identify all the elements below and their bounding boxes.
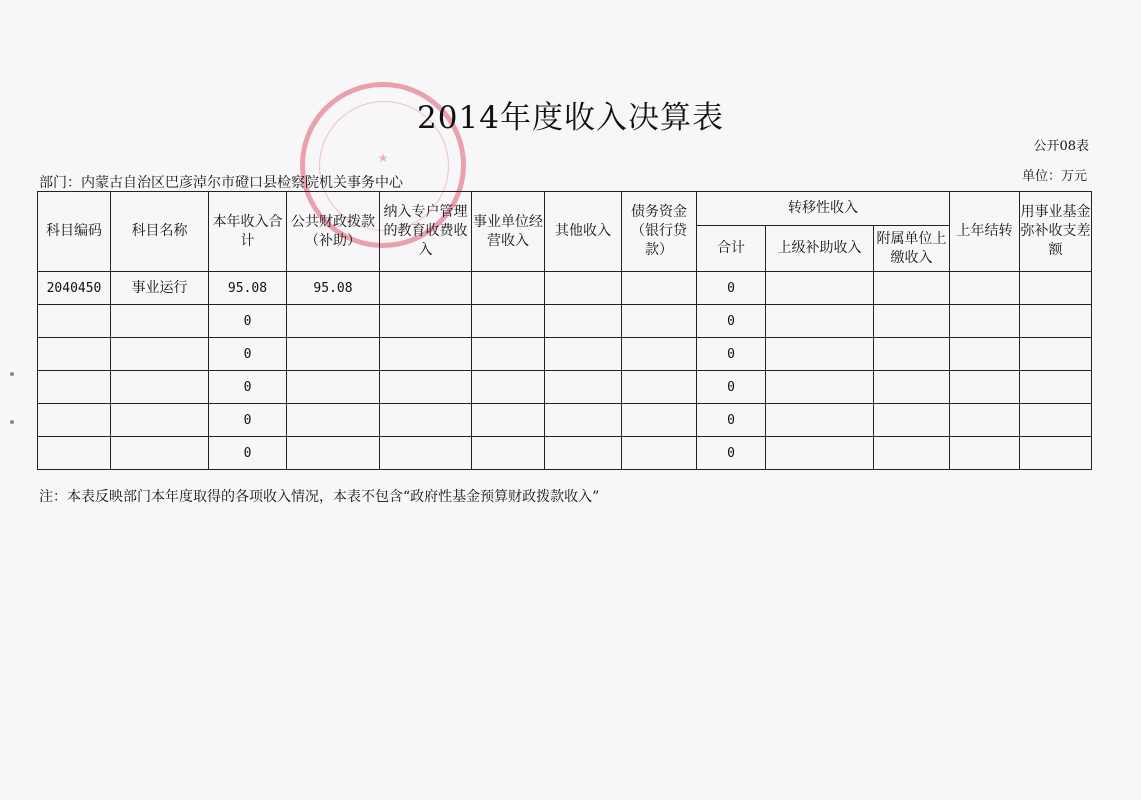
header-public-finance: 公共财政拨款（补助） bbox=[287, 192, 380, 272]
header-debt: 债务资金（银行贷款） bbox=[622, 192, 697, 272]
cell-fund-balance bbox=[1020, 437, 1092, 470]
header-carryover: 上年结转 bbox=[950, 192, 1020, 272]
cell-fund-balance bbox=[1020, 371, 1092, 404]
cell-code bbox=[38, 338, 111, 371]
cell-superior-subsidy bbox=[766, 305, 874, 338]
header-other: 其他收入 bbox=[545, 192, 622, 272]
cell-public-finance bbox=[287, 305, 380, 338]
cell-code: 2040450 bbox=[38, 272, 111, 305]
form-number: 公开08表 bbox=[1033, 139, 1089, 154]
cell-transfer-total: 0 bbox=[697, 437, 766, 470]
cell-other bbox=[545, 305, 622, 338]
header-superior-subsidy: 上级补助收入 bbox=[766, 226, 874, 272]
footnote: 注：本表反映部门本年度取得的各项收入情况，本表不包含“政府性基金预算财政拨款收入” bbox=[39, 489, 600, 505]
seal-star-icon: ★ bbox=[377, 151, 389, 165]
cell-education bbox=[380, 272, 472, 305]
cell-business-unit bbox=[472, 305, 545, 338]
cell-affiliated-unit bbox=[874, 305, 950, 338]
cell-name bbox=[111, 305, 209, 338]
cell-total: 95.08 bbox=[209, 272, 287, 305]
cell-carryover bbox=[950, 338, 1020, 371]
header-code: 科目编码 bbox=[38, 192, 111, 272]
cell-transfer-total: 0 bbox=[697, 404, 766, 437]
cell-debt bbox=[622, 272, 697, 305]
cell-code bbox=[38, 437, 111, 470]
cell-code bbox=[38, 404, 111, 437]
cell-debt bbox=[622, 404, 697, 437]
cell-fund-balance bbox=[1020, 305, 1092, 338]
cell-public-finance bbox=[287, 338, 380, 371]
cell-business-unit bbox=[472, 437, 545, 470]
cell-name bbox=[111, 437, 209, 470]
cell-name bbox=[111, 371, 209, 404]
cell-debt bbox=[622, 437, 697, 470]
cell-public-finance bbox=[287, 404, 380, 437]
cell-business-unit bbox=[472, 272, 545, 305]
cell-business-unit bbox=[472, 338, 545, 371]
page-title: 2014年度收入决算表 bbox=[417, 100, 724, 136]
cell-affiliated-unit bbox=[874, 338, 950, 371]
header-education: 纳入专户管理的教育收费收入 bbox=[380, 192, 472, 272]
cell-education bbox=[380, 305, 472, 338]
unit-label: 单位：万元 bbox=[1021, 169, 1087, 184]
cell-code bbox=[38, 305, 111, 338]
cell-superior-subsidy bbox=[766, 404, 874, 437]
cell-carryover bbox=[950, 371, 1020, 404]
cell-business-unit bbox=[472, 371, 545, 404]
table-row bbox=[38, 305, 1092, 338]
cell-education bbox=[380, 404, 472, 437]
cell-affiliated-unit bbox=[874, 437, 950, 470]
cell-public-finance bbox=[287, 437, 380, 470]
cell-name bbox=[111, 338, 209, 371]
table-row bbox=[38, 404, 1092, 437]
cell-total: 0 bbox=[209, 338, 287, 371]
cell-debt bbox=[622, 338, 697, 371]
table-row bbox=[38, 371, 1092, 404]
cell-transfer-total: 0 bbox=[697, 305, 766, 338]
table-row bbox=[38, 338, 1092, 371]
cell-other bbox=[545, 338, 622, 371]
cell-affiliated-unit bbox=[874, 404, 950, 437]
cell-total: 0 bbox=[209, 371, 287, 404]
header-business-unit: 事业单位经营收入 bbox=[472, 192, 545, 272]
header-name: 科目名称 bbox=[111, 192, 209, 272]
cell-carryover bbox=[950, 437, 1020, 470]
cell-debt bbox=[622, 371, 697, 404]
cell-affiliated-unit bbox=[874, 371, 950, 404]
cell-name bbox=[111, 404, 209, 437]
header-affiliated-unit: 附属单位上缴收入 bbox=[874, 226, 950, 272]
header-fund-balance: 用事业基金弥补收支差额 bbox=[1020, 192, 1092, 272]
cell-other bbox=[545, 404, 622, 437]
cell-public-finance bbox=[287, 371, 380, 404]
cell-affiliated-unit bbox=[874, 272, 950, 305]
cell-education bbox=[380, 371, 472, 404]
cell-superior-subsidy bbox=[766, 437, 874, 470]
income-table bbox=[37, 191, 1092, 470]
cell-carryover bbox=[950, 272, 1020, 305]
scan-speck bbox=[10, 372, 14, 376]
cell-total: 0 bbox=[209, 404, 287, 437]
cell-fund-balance bbox=[1020, 272, 1092, 305]
header-transfer: 转移性收入 bbox=[697, 192, 950, 226]
header-total: 本年收入合计 bbox=[209, 192, 287, 272]
cell-public-finance: 95.08 bbox=[287, 272, 380, 305]
header-transfer-total: 合计 bbox=[697, 226, 766, 272]
cell-superior-subsidy bbox=[766, 272, 874, 305]
cell-carryover bbox=[950, 404, 1020, 437]
cell-total: 0 bbox=[209, 305, 287, 338]
cell-fund-balance bbox=[1020, 404, 1092, 437]
cell-business-unit bbox=[472, 404, 545, 437]
cell-other bbox=[545, 371, 622, 404]
scan-speck bbox=[10, 420, 14, 424]
cell-code bbox=[38, 371, 111, 404]
cell-superior-subsidy bbox=[766, 371, 874, 404]
cell-name: 事业运行 bbox=[111, 272, 209, 305]
cell-transfer-total: 0 bbox=[697, 371, 766, 404]
cell-transfer-total: 0 bbox=[697, 272, 766, 305]
cell-other bbox=[545, 272, 622, 305]
cell-education bbox=[380, 437, 472, 470]
cell-total: 0 bbox=[209, 437, 287, 470]
table-row bbox=[38, 272, 1092, 305]
cell-transfer-total: 0 bbox=[697, 338, 766, 371]
cell-other bbox=[545, 437, 622, 470]
cell-debt bbox=[622, 305, 697, 338]
table-row bbox=[38, 437, 1092, 470]
cell-superior-subsidy bbox=[766, 338, 874, 371]
cell-carryover bbox=[950, 305, 1020, 338]
cell-fund-balance bbox=[1020, 338, 1092, 371]
cell-education bbox=[380, 338, 472, 371]
department-label: 部门：内蒙古自治区巴彦淖尔市磴口县检察院机关事务中心 bbox=[39, 175, 403, 191]
